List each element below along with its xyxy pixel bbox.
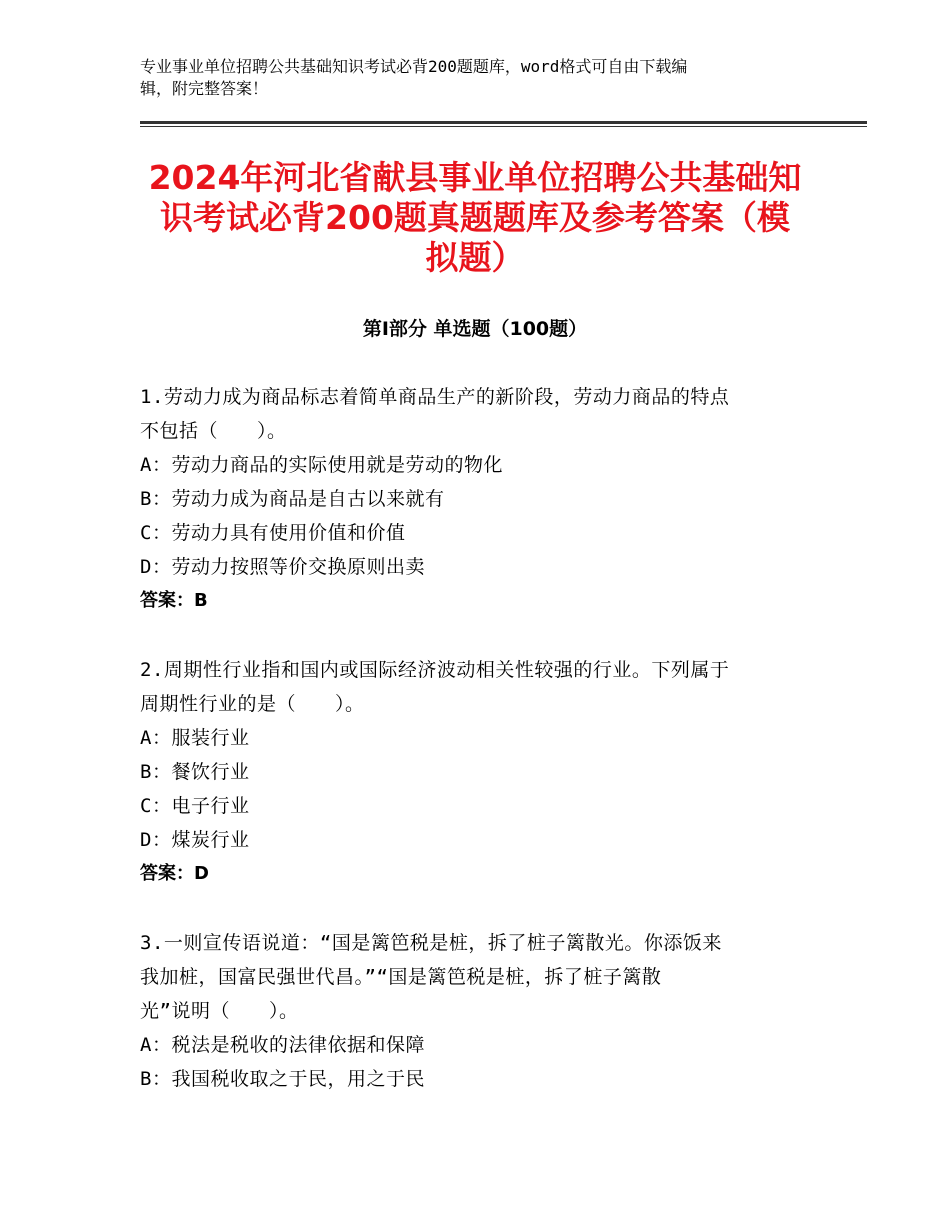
question-2-option-d: D：煤炭行业 xyxy=(140,829,250,851)
document-title xyxy=(140,158,810,278)
section-heading: 第I部分 单选题（100题） xyxy=(362,318,588,340)
question-2-stem-line-1: 2.周期性行业指和国内或国际经济波动相关性较强的行业。下列属于 xyxy=(140,659,730,681)
header-divider-thin xyxy=(140,126,867,127)
header-divider-thick xyxy=(140,121,867,124)
question-3 xyxy=(140,926,810,1096)
question-1 xyxy=(140,380,810,618)
question-2-option-a: A：服装行业 xyxy=(140,727,250,749)
question-3-option-b: B：我国税收取之于民，用之于民 xyxy=(140,1068,425,1090)
question-1-option-b: B：劳动力成为商品是自古以来就有 xyxy=(140,488,445,510)
question-3-option-a: A：税法是税收的法律依据和保障 xyxy=(140,1034,425,1056)
question-1-stem-line-1: 1.劳动力成为商品标志着简单商品生产的新阶段，劳动力商品的特点 xyxy=(140,386,730,408)
question-1-option-d: D：劳动力按照等价交换原则出卖 xyxy=(140,556,425,578)
question-1-option-c: C：劳动力具有使用价值和价值 xyxy=(140,522,406,544)
question-2-stem-line-2: 周期性行业的是（ ）。 xyxy=(140,693,365,715)
question-1-option-a: A：劳动力商品的实际使用就是劳动的物化 xyxy=(140,454,503,476)
header-note-line-2: 辑，附完整答案！ xyxy=(140,79,269,98)
question-1-stem-line-2: 不包括（ ）。 xyxy=(140,420,287,442)
title-line-3: 拟题） xyxy=(425,238,525,277)
question-3-stem-line-1: 3.一则宣传语说道：“国是篱笆税是桩，拆了桩子篱散光。你添饭来 xyxy=(140,932,722,954)
question-2-option-b: B：餐饮行业 xyxy=(140,761,250,783)
question-2-answer: 答案：D xyxy=(140,863,209,884)
question-2 xyxy=(140,653,810,891)
header-note-line-1: 专业事业单位招聘公共基础知识考试必背200题题库，word格式可自由下载编 xyxy=(140,57,688,76)
question-2-option-c: C：电子行业 xyxy=(140,795,250,817)
title-line-1: 2024年河北省献县事业单位招聘公共基础知 xyxy=(148,158,802,197)
question-3-stem-line-2: 我加桩，国富民强世代昌。”“国是篱笆税是桩，拆了桩子篱散 xyxy=(140,966,662,988)
title-line-2: 识考试必背200题真题题库及参考答案（模 xyxy=(160,198,790,237)
question-3-stem-line-3: 光”说明（ ）。 xyxy=(140,1000,299,1022)
question-1-answer: 答案：B xyxy=(140,590,208,611)
document-header-note xyxy=(140,56,840,100)
